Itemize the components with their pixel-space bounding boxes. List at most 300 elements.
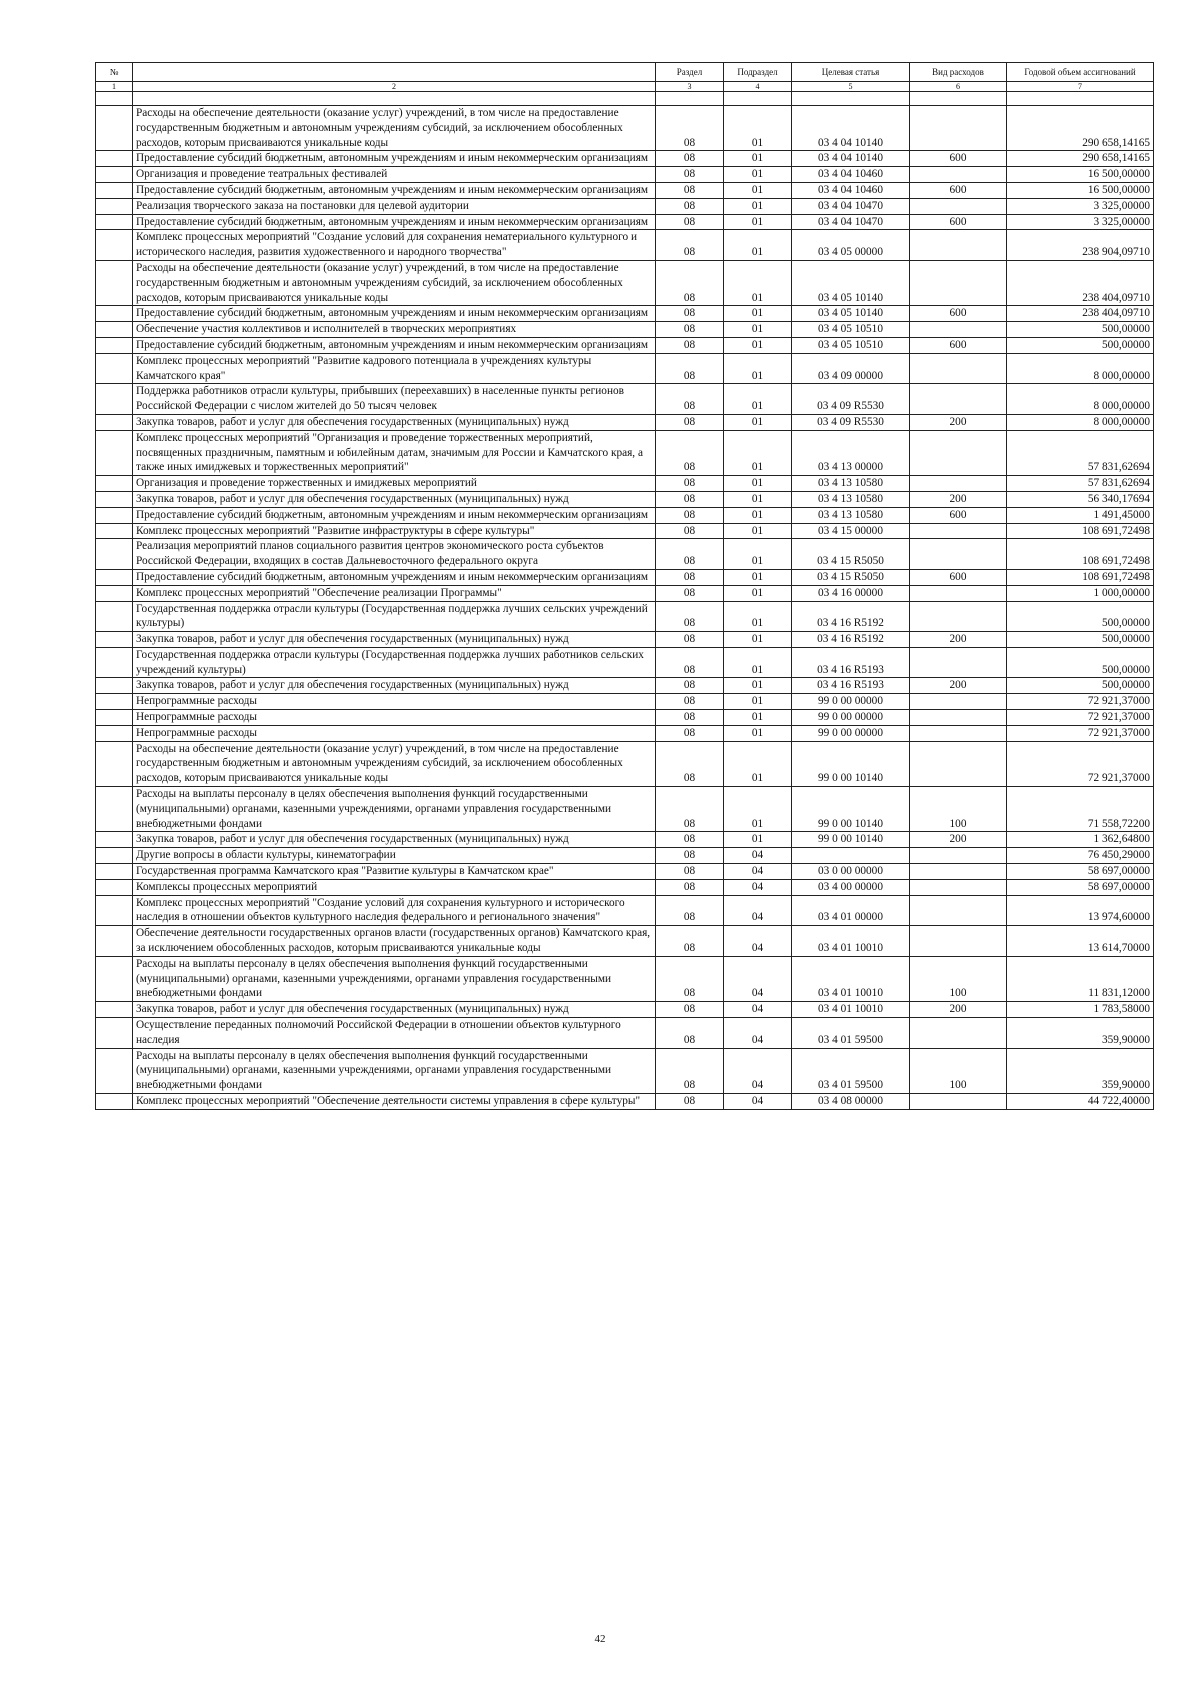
cell-num (96, 956, 133, 1001)
cell-num (96, 430, 133, 475)
cell-num (96, 523, 133, 539)
cell-target: 03 4 05 10510 (792, 337, 910, 353)
cell-target: 99 0 00 00000 (792, 694, 910, 710)
cell-name: Непрограммные расходы (133, 725, 656, 741)
table-row (96, 569, 1154, 585)
cell-target: 03 4 15 R5050 (792, 539, 910, 570)
cell-podrazdel: 04 (724, 926, 792, 957)
cell-target: 03 4 16 R5193 (792, 647, 910, 678)
cell-vid (910, 879, 1007, 895)
cell-num (96, 647, 133, 678)
cell-vid (910, 260, 1007, 305)
cell-name: Предоставление субсидий бюджетным, автономным учреждениям и иным некоммерческим организациям (133, 569, 656, 585)
cell-razdel: 08 (656, 601, 724, 632)
cell-name: Другие вопросы в области культуры, кинематографии (133, 848, 656, 864)
cell-amount: 359,90000 (1007, 1018, 1154, 1049)
cell-razdel: 08 (656, 539, 724, 570)
table-row (96, 214, 1154, 230)
cell-razdel: 08 (656, 694, 724, 710)
cell-name: Предоставление субсидий бюджетным, автономным учреждениям и иным некоммерческим организациям (133, 182, 656, 198)
table-row (96, 476, 1154, 492)
column-number: 1 (96, 82, 133, 92)
cell-vid (910, 384, 1007, 415)
cell-amount: 13 614,70000 (1007, 926, 1154, 957)
cell-vid: 200 (910, 632, 1007, 648)
cell-vid (910, 895, 1007, 926)
cell-name: Закупка товаров, работ и услуг для обеспечения государственных (муниципальных) нужд (133, 491, 656, 507)
cell-razdel: 08 (656, 476, 724, 492)
col-header-vid: Вид расходов (910, 63, 1007, 82)
cell-podrazdel: 01 (724, 151, 792, 167)
table-row (96, 1002, 1154, 1018)
cell-razdel: 08 (656, 632, 724, 648)
cell-name: Расходы на выплаты персоналу в целях обеспечения выполнения функций государственными (муниципальными) органами, казенными учреждениями, органами управления государственными внебюджетными фондами (133, 956, 656, 1001)
table-row (96, 848, 1154, 864)
cell-amount: 108 691,72498 (1007, 523, 1154, 539)
cell-podrazdel: 01 (724, 230, 792, 261)
cell-podrazdel: 01 (724, 507, 792, 523)
cell-num (96, 230, 133, 261)
cell-podrazdel: 01 (724, 430, 792, 475)
cell-target: 03 4 09 R5530 (792, 384, 910, 415)
table-row (96, 864, 1154, 880)
cell-vid (910, 725, 1007, 741)
table-row (96, 414, 1154, 430)
col-header-num: № (96, 63, 133, 82)
cell-target: 03 4 16 R5192 (792, 632, 910, 648)
cell-name: Расходы на обеспечение деятельности (оказание услуг) учреждений, в том числе на предоставление государственным бюджетным и автономным учреждениям субсидий, за исключением обособленных расходов, которым присваиваются уникальные коды (133, 260, 656, 305)
cell-amount: 1 491,45000 (1007, 507, 1154, 523)
cell-num (96, 710, 133, 726)
cell-podrazdel: 01 (724, 306, 792, 322)
cell-amount: 8 000,00000 (1007, 384, 1154, 415)
cell-name: Непрограммные расходы (133, 694, 656, 710)
cell-amount: 72 921,37000 (1007, 741, 1154, 786)
cell-num (96, 182, 133, 198)
cell-name: Расходы на выплаты персоналу в целях обеспечения выполнения функций государственными (муниципальными) органами, казенными учреждениями, органами управления государственными внебюджетными фондами (133, 1048, 656, 1093)
cell-vid (910, 741, 1007, 786)
cell-podrazdel: 01 (724, 167, 792, 183)
cell-amount: 71 558,72200 (1007, 787, 1154, 832)
cell-vid: 100 (910, 787, 1007, 832)
cell-vid: 100 (910, 956, 1007, 1001)
cell-razdel: 08 (656, 214, 724, 230)
table-row (96, 632, 1154, 648)
cell-name: Комплекс процессных мероприятий "Обеспечение реализации Программы" (133, 585, 656, 601)
table-row (96, 182, 1154, 198)
cell-vid: 200 (910, 1002, 1007, 1018)
cell-podrazdel: 01 (724, 741, 792, 786)
cell-razdel: 08 (656, 523, 724, 539)
header-row (96, 63, 1154, 82)
column-number-row (96, 82, 1154, 92)
cell-name: Государственная поддержка отрасли культуры (Государственная поддержка лучших сельских учреждений культуры) (133, 601, 656, 632)
cell-vid (910, 601, 1007, 632)
cell-podrazdel: 04 (724, 956, 792, 1001)
cell-amount: 3 325,00000 (1007, 214, 1154, 230)
table-row (96, 337, 1154, 353)
cell-amount: 108 691,72498 (1007, 569, 1154, 585)
cell-target: 03 4 01 10010 (792, 956, 910, 1001)
cell-razdel: 08 (656, 832, 724, 848)
cell-num (96, 864, 133, 880)
cell-target: 99 0 00 10140 (792, 741, 910, 786)
cell-name: Комплекс процессных мероприятий "Развитие инфраструктуры в сфере культуры" (133, 523, 656, 539)
cell-target: 99 0 00 10140 (792, 787, 910, 832)
cell-razdel: 08 (656, 182, 724, 198)
cell-podrazdel: 01 (724, 539, 792, 570)
cell-amount: 57 831,62694 (1007, 430, 1154, 475)
cell-name: Расходы на обеспечение деятельности (оказание услуг) учреждений, в том числе на предоставление государственным бюджетным и автономным учреждениям субсидий, за исключением обособленных расходов, которым присваиваются уникальные коды (133, 741, 656, 786)
cell-num (96, 260, 133, 305)
cell-num (96, 585, 133, 601)
cell-razdel: 08 (656, 260, 724, 305)
cell-target: 03 4 04 10460 (792, 182, 910, 198)
cell-vid (910, 694, 1007, 710)
cell-razdel: 08 (656, 384, 724, 415)
cell-razdel: 08 (656, 167, 724, 183)
cell-amount: 76 450,29000 (1007, 848, 1154, 864)
cell-vid (910, 1018, 1007, 1049)
cell-amount: 238 404,09710 (1007, 306, 1154, 322)
col-header-razdel: Раздел (656, 63, 724, 82)
cell-num (96, 322, 133, 338)
cell-razdel: 08 (656, 585, 724, 601)
cell-podrazdel: 01 (724, 322, 792, 338)
cell-target: 03 4 13 10580 (792, 507, 910, 523)
cell-name: Комплекс процессных мероприятий "Развитие кадрового потенциала в учреждениях культуры Камчатского края" (133, 353, 656, 384)
cell-podrazdel: 01 (724, 678, 792, 694)
cell-num (96, 507, 133, 523)
cell-num (96, 384, 133, 415)
cell-vid (910, 353, 1007, 384)
cell-num (96, 476, 133, 492)
cell-name: Закупка товаров, работ и услуг для обеспечения государственных (муниципальных) нужд (133, 678, 656, 694)
cell-vid: 200 (910, 678, 1007, 694)
cell-target: 03 4 04 10470 (792, 198, 910, 214)
table-row (96, 322, 1154, 338)
cell-target: 03 4 15 R5050 (792, 569, 910, 585)
cell-num (96, 337, 133, 353)
cell-target: 03 4 00 00000 (792, 879, 910, 895)
cell-amount: 72 921,37000 (1007, 694, 1154, 710)
cell-vid (910, 167, 1007, 183)
cell-razdel: 08 (656, 337, 724, 353)
cell-podrazdel: 01 (724, 632, 792, 648)
cell-num (96, 198, 133, 214)
cell-podrazdel: 04 (724, 1002, 792, 1018)
table-row (96, 710, 1154, 726)
cell-target: 03 4 04 10470 (792, 214, 910, 230)
cell-target: 99 0 00 00000 (792, 725, 910, 741)
cell-podrazdel: 01 (724, 523, 792, 539)
cell-vid (910, 230, 1007, 261)
cell-razdel: 08 (656, 710, 724, 726)
cell-num (96, 895, 133, 926)
cell-target: 03 4 16 00000 (792, 585, 910, 601)
cell-num (96, 848, 133, 864)
cell-target: 03 4 05 10140 (792, 260, 910, 305)
cell-name: Комплекс процессных мероприятий "Обеспечение деятельности системы управления в сфере культуры" (133, 1094, 656, 1110)
cell-podrazdel: 01 (724, 476, 792, 492)
table-row (96, 678, 1154, 694)
cell-target: 03 4 05 10140 (792, 306, 910, 322)
cell-name: Закупка товаров, работ и услуг для обеспечения государственных (муниципальных) нужд (133, 414, 656, 430)
cell-num (96, 1048, 133, 1093)
cell-name: Закупка товаров, работ и услуг для обеспечения государственных (муниципальных) нужд (133, 1002, 656, 1018)
cell-razdel: 08 (656, 725, 724, 741)
cell-target: 03 4 01 59500 (792, 1048, 910, 1093)
cell-num (96, 926, 133, 957)
table-row (96, 585, 1154, 601)
cell-razdel: 08 (656, 306, 724, 322)
cell-name: Закупка товаров, работ и услуг для обеспечения государственных (муниципальных) нужд (133, 832, 656, 848)
cell-razdel: 08 (656, 678, 724, 694)
cell-target: 03 4 04 10140 (792, 106, 910, 151)
cell-num (96, 601, 133, 632)
cell-amount: 359,90000 (1007, 1048, 1154, 1093)
cell-razdel: 08 (656, 322, 724, 338)
cell-amount: 58 697,00000 (1007, 879, 1154, 895)
table-row (96, 106, 1154, 151)
cell-name: Расходы на обеспечение деятельности (оказание услуг) учреждений, в том числе на предоставление государственным бюджетным и автономным учреждениям субсидий, за исключением обособленных расходов, которым присваиваются уникальные коды (133, 106, 656, 151)
cell-num (96, 1002, 133, 1018)
table-row (96, 260, 1154, 305)
cell-vid (910, 198, 1007, 214)
cell-amount: 72 921,37000 (1007, 725, 1154, 741)
table-row (96, 601, 1154, 632)
cell-vid (910, 476, 1007, 492)
cell-name: Предоставление субсидий бюджетным, автономным учреждениям и иным некоммерческим организациям (133, 507, 656, 523)
cell-target: 03 0 00 00000 (792, 864, 910, 880)
table-row (96, 151, 1154, 167)
column-number: 3 (656, 82, 724, 92)
cell-vid: 600 (910, 507, 1007, 523)
cell-vid (910, 647, 1007, 678)
cell-num (96, 787, 133, 832)
cell-podrazdel: 01 (724, 353, 792, 384)
cell-amount: 238 904,09710 (1007, 230, 1154, 261)
cell-podrazdel: 04 (724, 1048, 792, 1093)
cell-name: Комплекс процессных мероприятий "Создание условий для сохранения культурного и исторического наследия в отношении объектов культурного наследия федерального и регионального значения" (133, 895, 656, 926)
cell-podrazdel: 04 (724, 1094, 792, 1110)
cell-num (96, 832, 133, 848)
cell-name: Реализация творческого заказа на постановки для целевой аудитории (133, 198, 656, 214)
cell-num (96, 306, 133, 322)
cell-razdel: 08 (656, 741, 724, 786)
cell-target: 99 0 00 10140 (792, 832, 910, 848)
cell-podrazdel: 01 (724, 414, 792, 430)
table-row (96, 787, 1154, 832)
cell-name: Комплексы процессных мероприятий (133, 879, 656, 895)
cell-podrazdel: 04 (724, 864, 792, 880)
cell-vid (910, 523, 1007, 539)
cell-name: Осуществление переданных полномочий Российской Федерации в отношении объектов культурного наследия (133, 1018, 656, 1049)
cell-num (96, 694, 133, 710)
cell-razdel: 08 (656, 1018, 724, 1049)
cell-razdel: 08 (656, 956, 724, 1001)
cell-num (96, 167, 133, 183)
cell-target: 03 4 04 10460 (792, 167, 910, 183)
spacer-row (96, 92, 1154, 106)
col-header-name (133, 63, 656, 82)
table-row (96, 956, 1154, 1001)
table-row (96, 741, 1154, 786)
cell-vid: 600 (910, 182, 1007, 198)
cell-razdel: 08 (656, 491, 724, 507)
cell-name: Обеспечение участия коллективов и исполнителей в творческих мероприятиях (133, 322, 656, 338)
table-body (96, 106, 1154, 1110)
cell-num (96, 106, 133, 151)
column-number: 7 (1007, 82, 1154, 92)
page-number: 42 (594, 1633, 606, 1645)
cell-name: Поддержка работников отрасли культуры, прибывших (переехавших) в населенные пункты регионов Российской Федерации с числом жителей до 50 тысяч человек (133, 384, 656, 415)
cell-razdel: 08 (656, 1048, 724, 1093)
cell-podrazdel: 01 (724, 694, 792, 710)
col-header-podrazdel: Подраздел (724, 63, 792, 82)
cell-amount: 238 404,09710 (1007, 260, 1154, 305)
cell-razdel: 08 (656, 414, 724, 430)
cell-vid (910, 710, 1007, 726)
cell-name: Обеспечение деятельности государственных органов власти (государственных органов) Камчатского края, за исключением обособленных расходов, которым присваиваются уникальные коды (133, 926, 656, 957)
cell-podrazdel: 01 (724, 491, 792, 507)
table-row (96, 832, 1154, 848)
cell-target: 03 4 16 R5193 (792, 678, 910, 694)
cell-amount: 13 974,60000 (1007, 895, 1154, 926)
cell-name: Предоставление субсидий бюджетным, автономным учреждениям и иным некоммерческим организациям (133, 337, 656, 353)
table-row (96, 879, 1154, 895)
cell-razdel: 08 (656, 787, 724, 832)
cell-amount: 290 658,14165 (1007, 151, 1154, 167)
col-header-amount: Годовой объем ассигнований (1007, 63, 1154, 82)
cell-amount: 1 362,64800 (1007, 832, 1154, 848)
cell-podrazdel: 01 (724, 106, 792, 151)
cell-vid (910, 848, 1007, 864)
table-row (96, 895, 1154, 926)
cell-podrazdel: 01 (724, 198, 792, 214)
column-number: 6 (910, 82, 1007, 92)
cell-num (96, 569, 133, 585)
cell-amount: 1 783,58000 (1007, 1002, 1154, 1018)
cell-vid: 600 (910, 306, 1007, 322)
table-row (96, 1018, 1154, 1049)
cell-num (96, 1094, 133, 1110)
cell-vid (910, 106, 1007, 151)
cell-vid: 600 (910, 151, 1007, 167)
table-row (96, 725, 1154, 741)
cell-num (96, 414, 133, 430)
cell-target: 03 4 13 10580 (792, 476, 910, 492)
table-row (96, 1094, 1154, 1110)
column-number: 2 (133, 82, 656, 92)
cell-podrazdel: 01 (724, 569, 792, 585)
table-row (96, 926, 1154, 957)
cell-name: Предоставление субсидий бюджетным, автономным учреждениям и иным некоммерческим организациям (133, 151, 656, 167)
cell-num (96, 491, 133, 507)
cell-amount: 108 691,72498 (1007, 539, 1154, 570)
cell-razdel: 08 (656, 230, 724, 261)
table-row (96, 306, 1154, 322)
table-row (96, 507, 1154, 523)
cell-amount: 3 325,00000 (1007, 198, 1154, 214)
cell-razdel: 08 (656, 879, 724, 895)
cell-vid: 200 (910, 414, 1007, 430)
column-number: 5 (792, 82, 910, 92)
cell-target: 03 4 15 00000 (792, 523, 910, 539)
cell-num (96, 725, 133, 741)
cell-target (792, 848, 910, 864)
table-row (96, 167, 1154, 183)
cell-razdel: 08 (656, 353, 724, 384)
cell-razdel: 08 (656, 106, 724, 151)
cell-vid: 100 (910, 1048, 1007, 1093)
cell-amount: 500,00000 (1007, 601, 1154, 632)
table-row (96, 491, 1154, 507)
cell-name: Реализация мероприятий планов социального развития центров экономического роста субъектов Российской Федерации, входящих в состав Дальневосточного федерального округа (133, 539, 656, 570)
cell-amount: 500,00000 (1007, 322, 1154, 338)
table-row (96, 1048, 1154, 1093)
cell-razdel: 08 (656, 430, 724, 475)
cell-name: Комплекс процессных мероприятий "Организация и проведение торжественных мероприятий, посвященных праздничным, памятным и юбилейным датам, значимым для России и Камчатского края, а также иных имиджевых и торжественных мероприятий" (133, 430, 656, 475)
cell-amount: 16 500,00000 (1007, 182, 1154, 198)
cell-target: 03 4 04 10140 (792, 151, 910, 167)
cell-razdel: 08 (656, 1094, 724, 1110)
cell-name: Государственная поддержка отрасли культуры (Государственная поддержка лучших работников сельских учреждений культуры) (133, 647, 656, 678)
cell-amount: 8 000,00000 (1007, 353, 1154, 384)
cell-podrazdel: 01 (724, 710, 792, 726)
table-row (96, 647, 1154, 678)
cell-num (96, 741, 133, 786)
cell-amount: 1 000,00000 (1007, 585, 1154, 601)
cell-podrazdel: 01 (724, 601, 792, 632)
cell-vid: 600 (910, 214, 1007, 230)
table-row (96, 230, 1154, 261)
col-header-target: Целевая статья (792, 63, 910, 82)
cell-num (96, 678, 133, 694)
table-row (96, 430, 1154, 475)
cell-target: 03 4 08 00000 (792, 1094, 910, 1110)
cell-amount: 500,00000 (1007, 678, 1154, 694)
table-row (96, 539, 1154, 570)
table-row (96, 353, 1154, 384)
cell-amount: 58 697,00000 (1007, 864, 1154, 880)
cell-num (96, 214, 133, 230)
table-row (96, 198, 1154, 214)
cell-razdel: 08 (656, 895, 724, 926)
cell-podrazdel: 01 (724, 585, 792, 601)
cell-podrazdel: 01 (724, 647, 792, 678)
cell-num (96, 539, 133, 570)
cell-amount: 500,00000 (1007, 647, 1154, 678)
cell-target: 03 4 09 00000 (792, 353, 910, 384)
cell-target: 03 4 01 10010 (792, 926, 910, 957)
cell-podrazdel: 01 (724, 337, 792, 353)
cell-vid: 200 (910, 832, 1007, 848)
cell-num (96, 151, 133, 167)
cell-podrazdel: 04 (724, 1018, 792, 1049)
cell-num (96, 632, 133, 648)
cell-vid: 200 (910, 491, 1007, 507)
cell-razdel: 08 (656, 848, 724, 864)
cell-target: 03 4 01 10010 (792, 1002, 910, 1018)
cell-target: 03 4 09 R5530 (792, 414, 910, 430)
cell-podrazdel: 01 (724, 787, 792, 832)
cell-razdel: 08 (656, 926, 724, 957)
column-number: 4 (724, 82, 792, 92)
table-row (96, 694, 1154, 710)
cell-podrazdel: 01 (724, 725, 792, 741)
cell-razdel: 08 (656, 569, 724, 585)
